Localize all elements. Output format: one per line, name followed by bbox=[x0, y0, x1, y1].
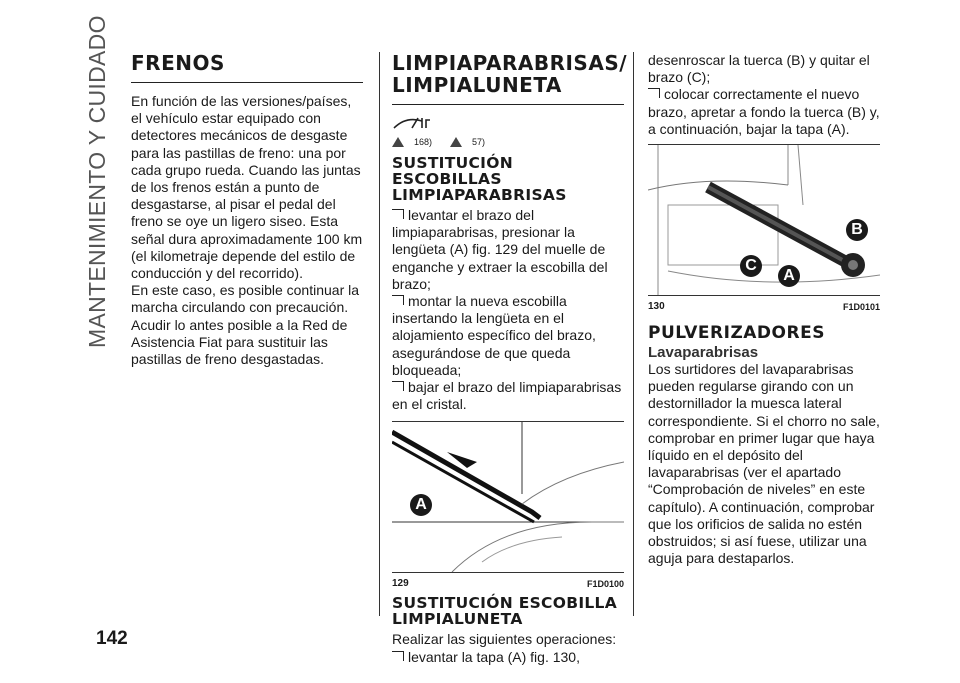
heading-rule bbox=[392, 104, 624, 105]
list-item: montar la nueva escobilla insertando la lengüeta en el alojamiento específico del brazo, asegurándose de que queda bloqueada; bbox=[392, 293, 596, 378]
column-divider bbox=[379, 52, 380, 616]
paragraph: Los surtidores del lavaparabrisas pueden regularse girando con un destornillador la muesca lateral correspondiente. Si el chorro no sale, comprobar en primer lugar que haya líquido en el depósito del lavaparabrisas (ver el apartado “Comprobación de niveles” en este capítulo). A continuación, comprobar que los orificios de salida no estén obstruidos; si así fuese, utilizar una aguja para destaparlos. bbox=[648, 361, 880, 567]
section-heading-frenos: FRENOS bbox=[131, 51, 225, 75]
page-number: 142 bbox=[96, 628, 128, 649]
paragraph: En función de las versiones/países, el vehículo estar equipado con detectores mecánicos de desgaste para las pastillas de freno: una por cada grupo rueda. Cuando las juntas de los frenos están a punto de desgastarse, al pisar el pedal del freno se oye un ligero siseo. Esta señal dura aproximadamente 100 km (el kilometraje depende del estilo de conducción y del recorrido). bbox=[131, 93, 363, 282]
figure-number: 130 bbox=[648, 301, 665, 313]
figure-130 bbox=[648, 144, 880, 313]
side-chapter-title: MANTENIMIENTO Y CUIDADO bbox=[84, 15, 110, 348]
list-item: levantar el brazo del limpiaparabrisas, presionar la lengüeta (A) fig. 129 del muelle de enganche y extraer la escobilla del brazo; bbox=[392, 207, 608, 292]
bullet-arrow-icon bbox=[392, 381, 404, 391]
paragraph: En este caso, es posible continuar la marcha circulando con precaución. Acudir lo antes posible a la Red de Asistencia Fiat para sustituir las pastillas de freno desgastadas. bbox=[131, 282, 360, 368]
list-item: bajar el brazo del limpiaparabrisas en el cristal. bbox=[392, 379, 622, 413]
warning-refs: 168) 57) bbox=[392, 137, 624, 147]
section-heading-pulverizadores: PULVERIZADORES bbox=[648, 323, 825, 344]
warning-triangle-icon bbox=[392, 137, 404, 147]
bullet-arrow-icon bbox=[392, 209, 404, 219]
heading-rule bbox=[131, 82, 363, 83]
callout-label-a: A bbox=[778, 265, 800, 287]
figure-number: 129 bbox=[392, 578, 409, 590]
list-item: levantar la tapa (A) fig. 130, bbox=[392, 649, 624, 666]
callout-label-a: A bbox=[410, 494, 432, 516]
column-divider bbox=[633, 52, 634, 616]
section-heading-limpiaparabrisas: LIMPIAPARABRISAS/ LIMPIALUNETA bbox=[392, 51, 628, 97]
callout-label-c: C bbox=[740, 255, 762, 277]
column-brakes bbox=[131, 52, 363, 368]
rear-wiper-illustration bbox=[648, 145, 880, 295]
figure-code: F1D0101 bbox=[842, 302, 880, 313]
warning-triangle-icon bbox=[450, 137, 462, 147]
column-rear-wiper bbox=[648, 52, 880, 567]
figure-code: F1D0100 bbox=[586, 579, 624, 590]
subheading-sustitucion-escobillas: SUSTITUCIÓN ESCOBILLAS LIMPIAPARABRISAS bbox=[392, 154, 567, 204]
figure-129 bbox=[392, 421, 624, 590]
subheading-lavaparabrisas: Lavaparabrisas bbox=[648, 344, 759, 362]
column-wipers bbox=[392, 51, 628, 666]
bullet-arrow-icon bbox=[392, 295, 404, 305]
subheading-sustitucion-escobilla-limpialuneta: SUSTITUCIÓN ESCOBILLA LIMPIALUNETA bbox=[392, 594, 618, 629]
bullet-arrow-icon bbox=[392, 651, 404, 661]
bullet-arrow-icon bbox=[648, 88, 660, 98]
wiper-glyph-icon bbox=[392, 115, 432, 131]
list-item: colocar correctamente el nuevo brazo, apretar a fondo la tuerca (B) y, a continuación, bajar la tapa (A). bbox=[648, 86, 880, 137]
paragraph: desenroscar la tuerca (B) y quitar el brazo (C); bbox=[648, 52, 870, 86]
callout-label-b: B bbox=[846, 219, 868, 241]
paragraph: Realizar las siguientes operaciones: bbox=[392, 631, 617, 648]
